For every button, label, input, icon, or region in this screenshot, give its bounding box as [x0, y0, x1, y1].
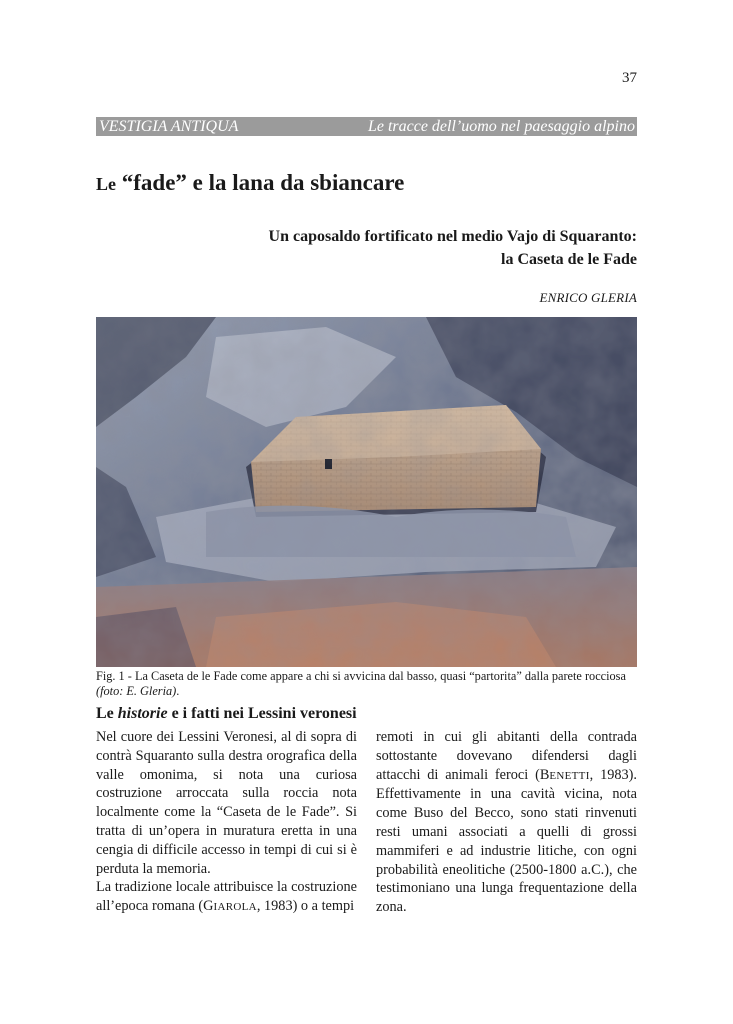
- title-rest: “fade” e la lana da sbiancare: [116, 170, 405, 195]
- citation-benetti: [540, 767, 590, 783]
- heading-emphasis: historie: [117, 705, 168, 722]
- body-paragraph-3: [376, 728, 637, 917]
- running-header: [96, 117, 637, 136]
- header-section: VESTIGIA ANTIQUA: [99, 117, 239, 135]
- p2-text-b: , 1983) o a tempi: [256, 898, 355, 915]
- body-paragraph-2: [96, 878, 357, 917]
- header-series: Le tracce dell’uomo nel paesaggio alpino: [367, 117, 635, 135]
- citation-initial: B: [539, 766, 550, 783]
- text-column-left: [96, 728, 357, 917]
- heading-part-a: Le: [96, 705, 118, 722]
- citation-initial: G: [203, 898, 214, 915]
- author-name: ENRICO GLERIA: [539, 290, 637, 305]
- figure-photo: [96, 317, 637, 667]
- caption-text: Fig. 1 - La Caseta de le Fade come appare a chi si avvicina dal basso, quasi “partorita” dalla parete rocciosa: [96, 669, 626, 683]
- citation-rest: ENETTI: [549, 769, 590, 782]
- body-paragraph-1: Nel cuore dei Lessini Veronesi, al di sopra di contrà Squaranto sulla destra orografica della valle omonima, si nota una curiosa costruzione arroccata sulla roccia nota localmente come la “Caseta de le Fade”. Si tratta di un’opera in muratura eretta in una cengia di difficile accesso in tempi di cui si è perduta la memoria.: [96, 729, 357, 877]
- p3-text-a: remoti in cui gli abitanti della contrada sottostante dovevano difendersi dagli attacchi di animali feroci (: [376, 729, 637, 783]
- caption-end: .: [176, 684, 180, 698]
- heading-part-c: e i fatti nei Lessini veronesi: [167, 705, 357, 722]
- section-heading: [96, 705, 357, 723]
- figure-caption: [96, 669, 637, 699]
- title-initial: Le: [96, 174, 116, 194]
- caption-credit: (foto: E. Gleria): [96, 684, 177, 698]
- p3-text-b: , 1983). Effettivamente in una cavità vicina, nota come Buso del Becco, sono stati rinvenuti resti umani associati a quelli di grossi mammiferi e ad industrie litiche, con ogni probabilità eneolitiche (2500-1800 a.C.), che testimoniano una lunga frequentazione della zona.: [376, 766, 637, 916]
- text-column-right: [376, 728, 637, 917]
- article-title: [96, 170, 404, 196]
- citation-giarola: [203, 898, 257, 914]
- p2-text-a: La tradizione locale attribuisce la costruzione all’epoca romana (: [96, 879, 357, 915]
- article-subtitle: [269, 225, 637, 271]
- subtitle-line-2: la Caseta de le Fade: [501, 251, 637, 268]
- page-number: 37: [622, 70, 637, 86]
- subtitle-line-1: Un caposaldo fortificato nel medio Vajo di Squaranto:: [268, 228, 637, 245]
- citation-rest: IAROLA: [213, 901, 257, 914]
